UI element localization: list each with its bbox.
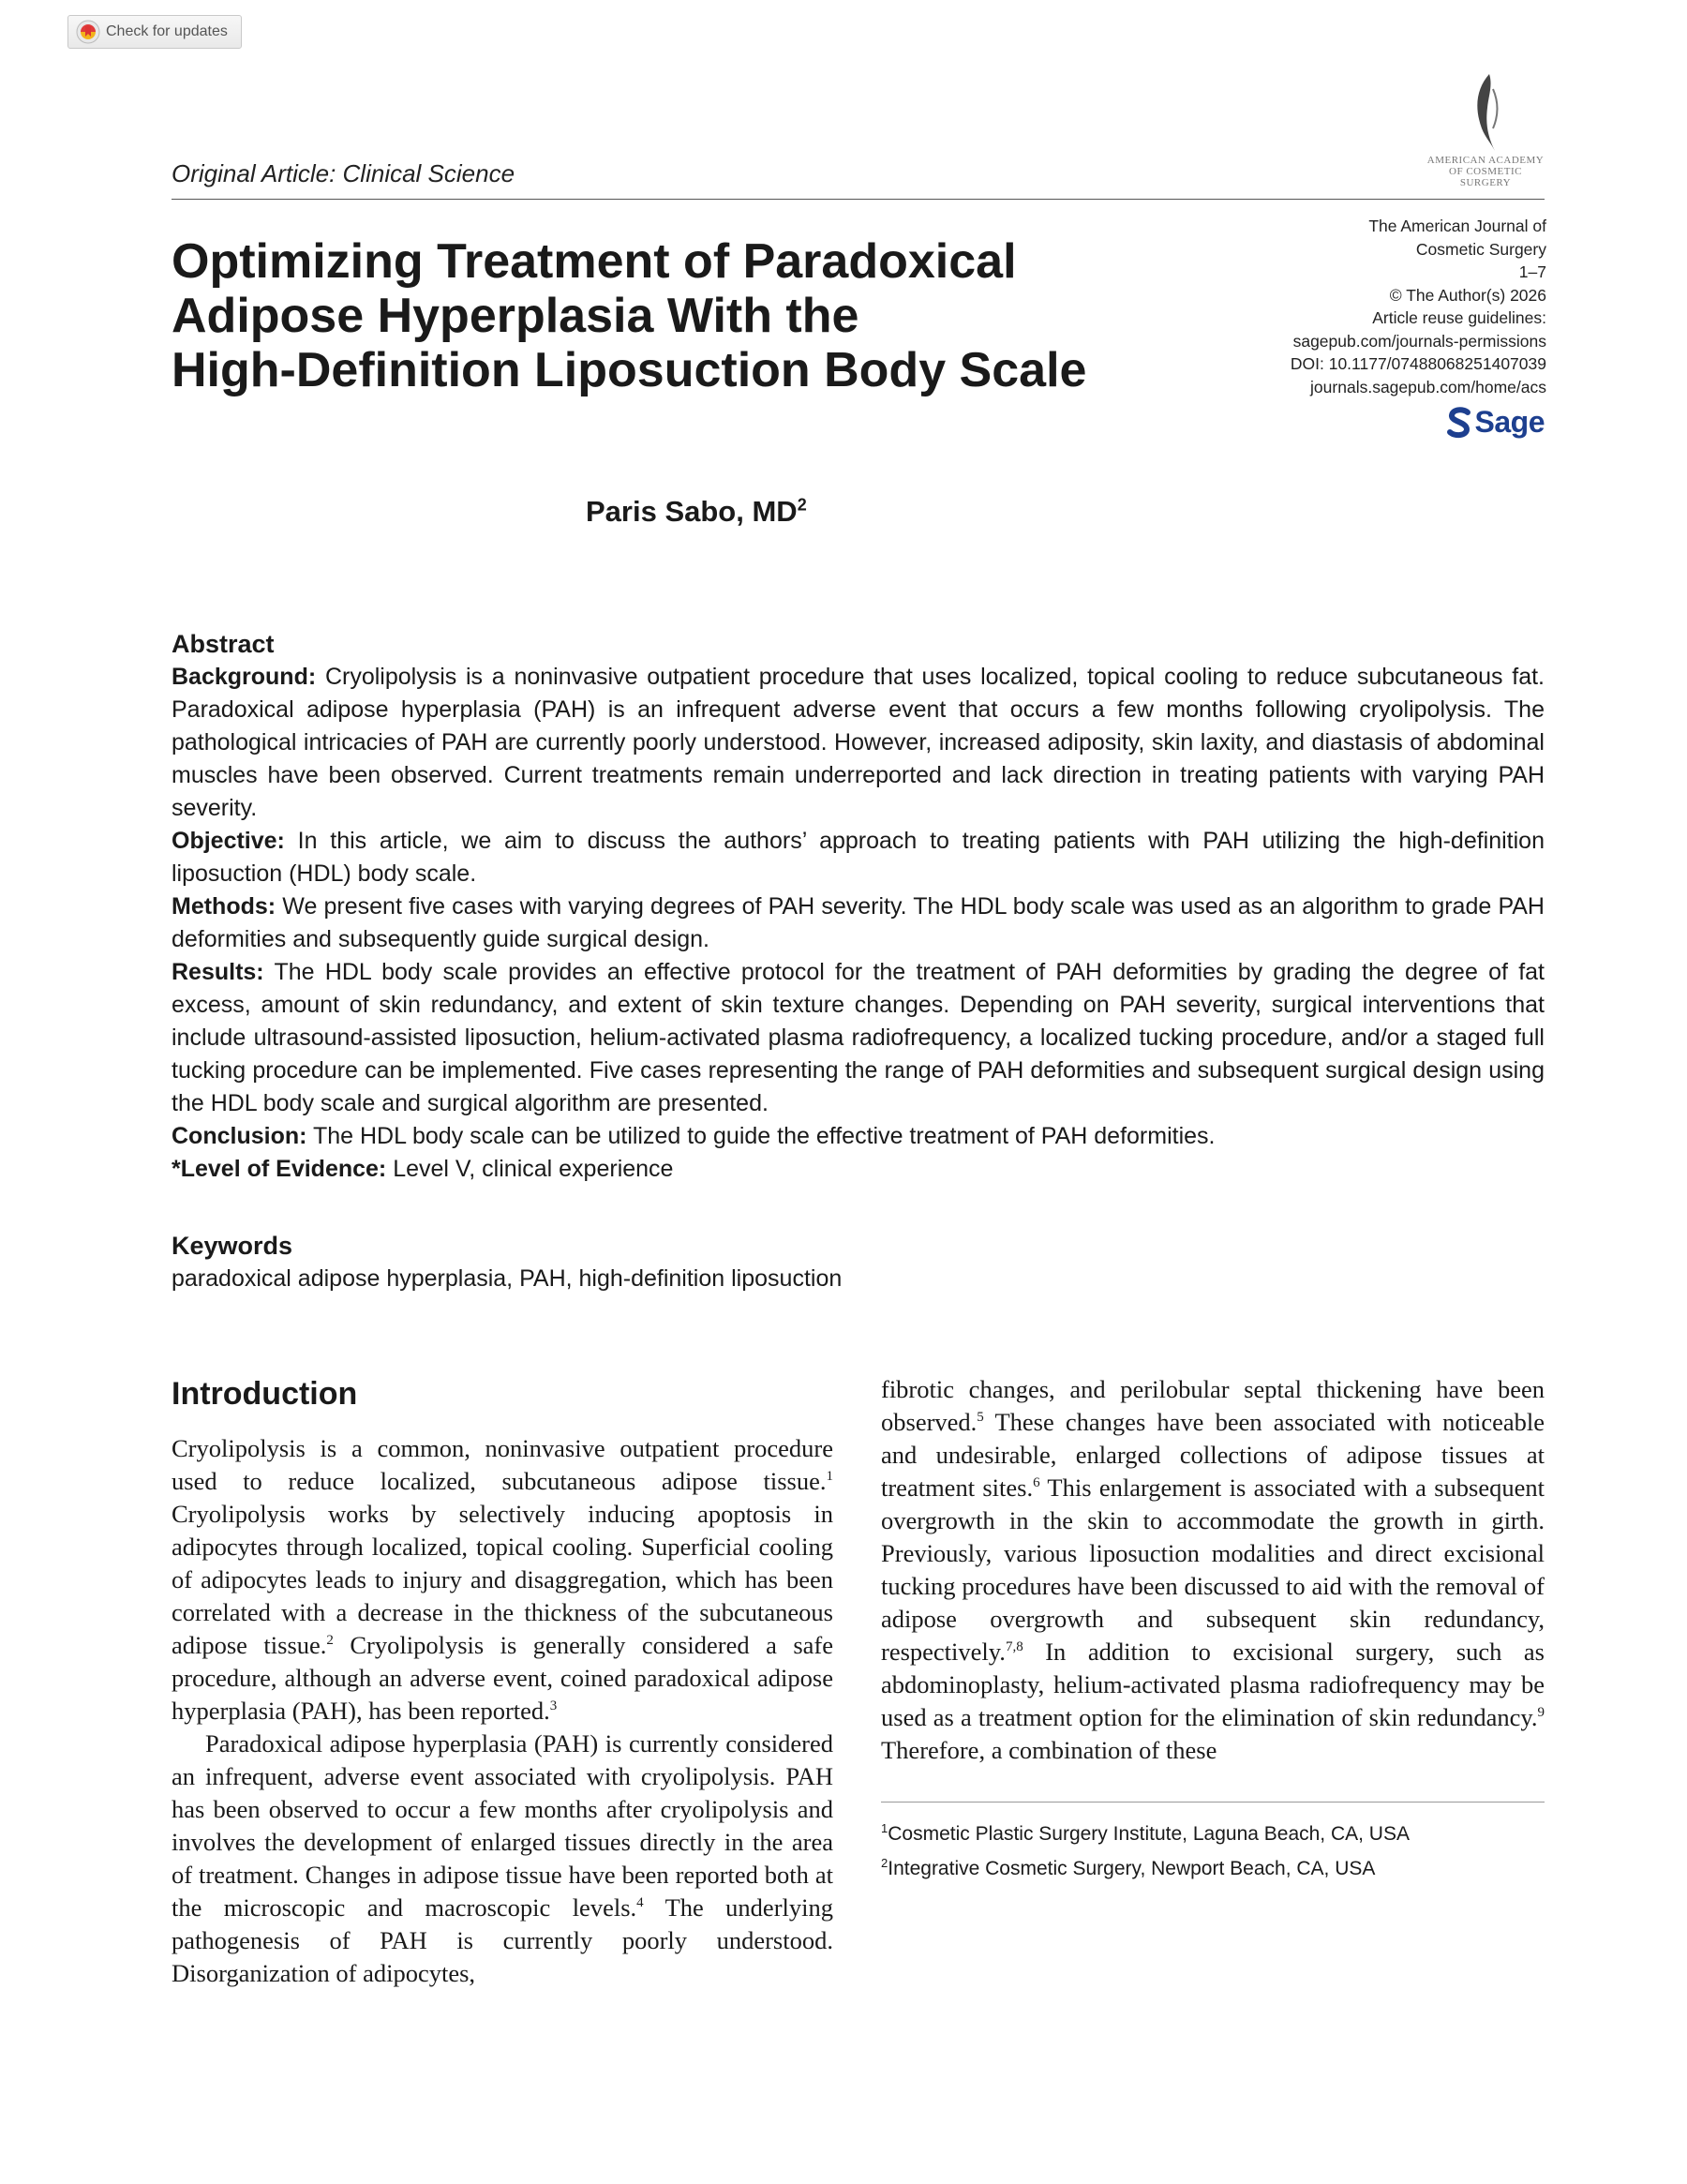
abstract-conclusion (172, 1120, 1545, 1153)
citation[interactable]: 2 (326, 1633, 334, 1649)
journal-name-line: Cosmetic Surgery (1415, 239, 1546, 259)
author-name-text: Paris Sabo, MD (586, 495, 798, 528)
body-column-right (881, 1373, 1545, 1767)
check-for-updates-button[interactable] (67, 15, 242, 49)
methods-label: Methods: (172, 893, 276, 920)
abstract-heading: Abstract (172, 630, 275, 658)
footnote-divider (881, 1802, 1545, 1803)
body-paragraph: Cryolipolysis is a common, noninvasive outpatient procedure used to reduce localized, subcutaneous adipose tissue.$^1$ Cryolipolysis works by selectively inducing apoptosis in adipocytes through localized, topical cooling. Superficial cooling of adipocytes leads to injury and disaggregation, which has been correlated with a decrease in the thickness of the subcutaneous adipose tissue.$^2$ Cryolipolysis is generally considered a safe procedure, although an adverse event, coined paradoxical adipose hyperplasia (PAH), has been reported.$^3$ (172, 1434, 834, 1725)
objective-text: In this article, we aim to discuss the authors’ approach to treating patients with PAH utilizing the high-definition liposuction (HDL) body scale. (172, 828, 1545, 887)
aacs-logo-line1: AMERICAN ACADEMY (1426, 155, 1545, 166)
evidence-label: *Level of Evidence: (172, 1156, 387, 1182)
header-divider (172, 199, 1545, 200)
title-line: High-Definition Liposuction Body Scale (172, 343, 1087, 397)
copyright: © The Author(s) 2026 (1389, 285, 1546, 305)
body-column-left (172, 1432, 833, 1990)
citation[interactable]: 7,8 (1005, 1639, 1023, 1655)
citation[interactable]: 5 (977, 1410, 984, 1426)
body-paragraph: fibrotic changes, and perilobular septal thickening have been observed.$^5$ These changes have been associated with noticeable and undesirable, enlarged collections of adipose tissues at treatment sites.$^6$ This enlargement is associated with a subsequent overgrowth in the skin to accommodate the growth in girth. Previously, various liposuction modalities and direct excisional tucking procedures have been discussed to aid with the removal of adipose overgrowth and subsequent skin redundancy, respectively.$^{7,8}$ In addition to excisional surgery, such as abdominoplasty, helium-activated plasma radiofrequency may be used as a treatment option for the elimination of skin redundancy.$^9$ Therefore, a combination of these (881, 1375, 1545, 1764)
aacs-flame-icon (1467, 70, 1504, 155)
page-range: 1–7 (1518, 262, 1546, 281)
check-for-updates-label: Check for updates (106, 23, 228, 39)
title-line: Adipose Hyperplasia With the (172, 289, 859, 343)
citation[interactable]: 6 (1033, 1475, 1040, 1491)
title-line: Optimizing Treatment of Paradoxical (172, 234, 1017, 289)
results-text: The HDL body scale provides an effective protocol for the treatment of PAH deformities by grading the degree of fat excess, amount of skin redundancy, and extent of skin texture changes. Depending on PAH severity, surgical interventions that include ultrasound-assisted liposuction, helium-activated plasma radiofrequency, a localized tucking procedure, and/or a staged full tucking procedure can be implemented. Five cases representing the range of PAH deformities and subsequent surgical design using the HDL body scale and surgical algorithm are presented. (172, 959, 1545, 1116)
abstract-objective (172, 825, 1545, 890)
keywords (172, 1230, 1545, 1295)
abstract-results (172, 956, 1545, 1120)
crossmark-icon (76, 20, 100, 44)
journal-name-line: The American Journal of (1368, 217, 1546, 235)
background-label: Background: (172, 664, 317, 690)
keywords-heading: Keywords (172, 1232, 293, 1260)
sage-wordmark: Sage (1474, 405, 1545, 439)
introduction-heading: Introduction (172, 1376, 358, 1412)
background-text: Cryolipolysis is a noninvasive outpatient procedure that uses localized, topical cooling to reduce subcutaneous fat. Paradoxical adipose hyperplasia (PAH) is an infrequent adverse event that occurs a few months following cryolipolysis. The pathological intricacies of PAH are currently poorly understood. However, increased adiposity, skin laxity, and diastasis of abdominal muscles have been observed. Current treatments remain underreported and lack direction in treating patients with varying PAH severity. (172, 664, 1545, 821)
conclusion-text: The HDL body scale can be utilized to guide the effective treatment of PAH deformities. (312, 1123, 1216, 1149)
journal-meta (1291, 215, 1546, 398)
author-name (586, 495, 807, 529)
citation[interactable]: 9 (1537, 1705, 1545, 1721)
sage-s-icon (1447, 407, 1471, 439)
abstract-evidence (172, 1153, 1545, 1186)
citation[interactable]: 3 (549, 1698, 558, 1714)
reuse-guidelines-label: Article reuse guidelines: (1372, 308, 1546, 327)
author-affiliation-marker: 2 (797, 495, 807, 515)
body-paragraph: Paradoxical adipose hyperplasia (PAH) is currently considered an infrequent, adverse event associated with cryolipolysis. PAH has been observed to occur a few months after cryolipolysis and involves the development of enlarged tissues directly in the area of treatment. Changes in adipose tissue have been reported both at the microscopic and macroscopic levels.$^4$ The underlying pathogenesis of PAH is currently poorly understood. Disorganization of adipocytes, (172, 1729, 833, 1987)
results-label: Results: (172, 959, 264, 985)
keywords-text: paradoxical adipose hyperplasia, PAH, high-definition liposuction (172, 1265, 843, 1292)
footnote: $^1$Cosmetic Plastic Surgery Institute, Laguna Beach, CA, USA (881, 1821, 1410, 1845)
article-title (172, 234, 1156, 397)
methods-text: We present five cases with varying degrees of PAH severity. The HDL body scale was used as an algorithm to grade PAH deformities and subsequently guide surgical design. (172, 893, 1545, 952)
journal-home-link[interactable]: journals.sagepub.com/home/acs (1310, 377, 1546, 396)
abstract-background (172, 661, 1545, 825)
citation[interactable]: 1 (826, 1469, 833, 1485)
aacs-logo (1425, 70, 1546, 188)
evidence-text: Level V, clinical experience (393, 1156, 674, 1182)
aacs-logo-line2: OF COSMETIC SURGERY (1449, 166, 1522, 188)
permissions-link[interactable]: sagepub.com/journals-permissions (1292, 331, 1546, 351)
affiliation-footnotes (881, 1814, 1410, 1883)
objective-label: Objective: (172, 828, 285, 854)
conclusion-label: Conclusion: (172, 1123, 307, 1149)
sage-logo (1447, 405, 1545, 440)
footnote: $^2$Integrative Cosmetic Surgery, Newport Beach, CA, USA (881, 1856, 1376, 1879)
citation[interactable]: 4 (636, 1895, 644, 1911)
article-section-label: Original Article: Clinical Science (172, 159, 515, 187)
abstract-methods (172, 890, 1545, 956)
doi-link[interactable]: DOI: 10.1177/07488068251407039 (1290, 354, 1546, 373)
abstract (172, 628, 1545, 1186)
